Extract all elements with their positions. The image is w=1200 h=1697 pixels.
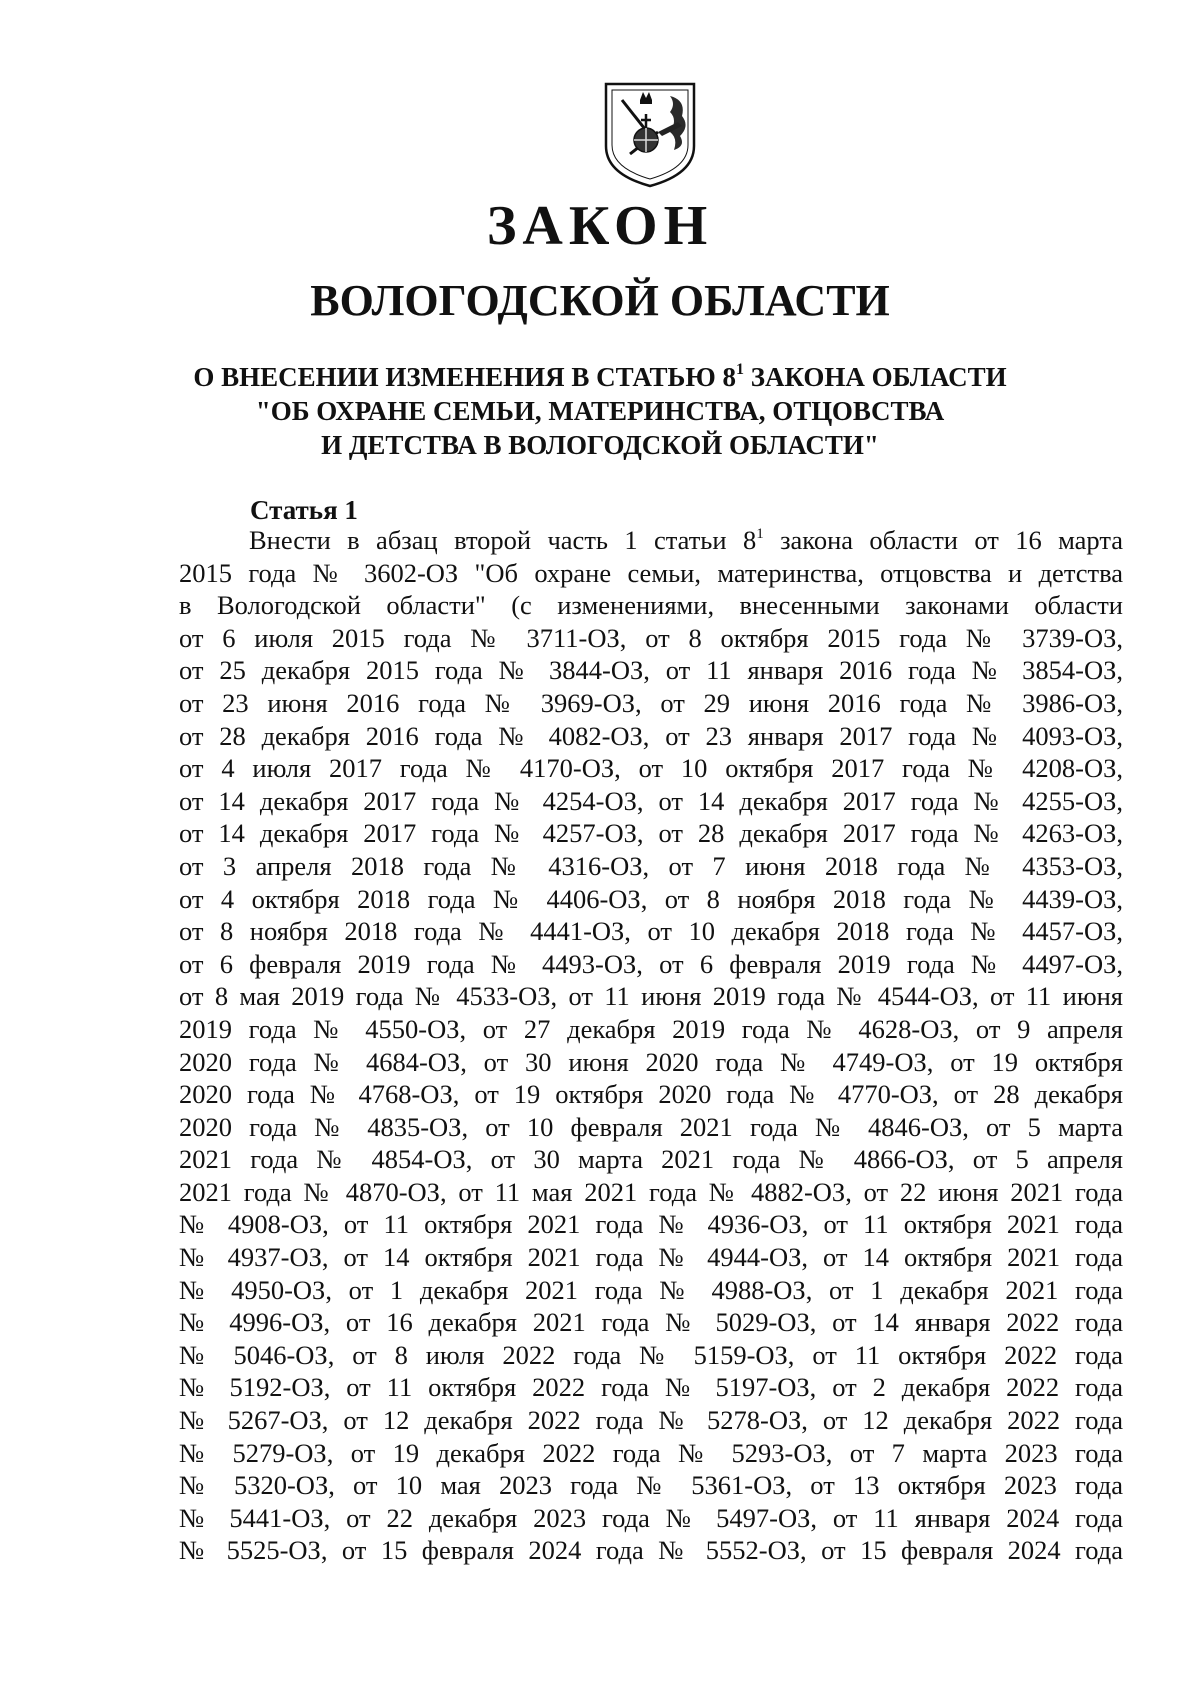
article-text-line: № 4950-ОЗ, от 1 декабря 2021 года № 4988-ОЗ, от 1 декабря 2021 года — [179, 1274, 1123, 1305]
article-text-line: 2020 года № 4768-ОЗ, от 19 октября 2020 года № 4770-ОЗ, от 28 декабря — [179, 1079, 1123, 1110]
article-text-line: 2021 года № 4870-ОЗ, от 11 мая 2021 года № 4882-ОЗ, от 22 июня 2021 года — [179, 1176, 1123, 1207]
article-text-line: от 23 июня 2016 года № 3969-ОЗ, от 29 июня 2016 года № 3986-ОЗ, — [179, 687, 1123, 718]
article-text-line: № 5525-ОЗ, от 15 февраля 2024 года № 5552-ОЗ, от 15 февраля 2024 года — [179, 1535, 1123, 1566]
law-heading-superscript: 1 — [735, 361, 744, 378]
article-first-line-superscript: 1 — [756, 526, 764, 542]
article-text-line: от 6 июля 2015 года № 3711-ОЗ, от 8 октября 2015 года № 3739-ОЗ, — [179, 622, 1123, 653]
article-text-line: от 6 февраля 2019 года № 4493-ОЗ, от 6 февраля 2019 года № 4497-ОЗ, — [179, 948, 1123, 979]
article-text-line: от 4 октября 2018 года № 4406-ОЗ, от 8 ноября 2018 года № 4439-ОЗ, — [179, 883, 1123, 914]
article-text-line: № 5192-ОЗ, от 11 октября 2022 года № 5197-ОЗ, от 2 декабря 2022 года — [179, 1372, 1123, 1403]
article-text-line: 2019 года № 4550-ОЗ, от 27 декабря 2019 года № 4628-ОЗ, от 9 апреля — [179, 1013, 1123, 1044]
article-text-line: от 3 апреля 2018 года № 4316-ОЗ, от 7 июня 2018 года № 4353-ОЗ, — [179, 850, 1123, 881]
article-text-line: в Вологодской области" (с изменениями, внесенными законами области — [179, 590, 1123, 621]
article-text-line: № 4996-ОЗ, от 16 декабря 2021 года № 5029-ОЗ, от 14 января 2022 года — [179, 1307, 1123, 1338]
article-text-line: от 4 июля 2017 года № 4170-ОЗ, от 10 октября 2017 года № 4208-ОЗ, — [179, 753, 1123, 784]
article-text-line: № 4908-ОЗ, от 11 октября 2021 года № 4936-ОЗ, от 11 октября 2021 года — [179, 1209, 1123, 1240]
document-subtitle: ВОЛОГОДСКОЙ ОБЛАСТИ — [310, 276, 890, 325]
article-text-line: № 5046-ОЗ, от 8 июля 2022 года № 5159-ОЗ, от 11 октября 2022 года — [179, 1339, 1123, 1370]
article-first-line — [179, 524, 1123, 557]
article-text-line: № 4937-ОЗ, от 14 октября 2021 года № 4944-ОЗ, от 14 октября 2021 года — [179, 1242, 1123, 1273]
article-title: Статья 1 — [250, 495, 358, 525]
article-text-line: 2015 года № 3602-ОЗ "Об охране семьи, материнства, отцовства и детства — [179, 557, 1123, 588]
law-heading — [0, 360, 1200, 462]
article-text-line: от 14 декабря 2017 года № 4257-ОЗ, от 28 декабря 2017 года № 4263-ОЗ, — [179, 818, 1123, 849]
article-first-line-part-2: закона области от 16 марта — [763, 525, 1123, 555]
law-heading-line-1 — [0, 360, 1200, 394]
article-text-line: от 25 декабря 2015 года № 3844-ОЗ, от 11 января 2016 года № 3854-ОЗ, — [179, 655, 1123, 686]
article-text-line: от 28 декабря 2016 года № 4082-ОЗ, от 23 января 2017 года № 4093-ОЗ, — [179, 720, 1123, 751]
law-heading-line-3: И ДЕТСТВА В ВОЛОГОДСКОЙ ОБЛАСТИ" — [321, 430, 879, 460]
article-body — [179, 524, 1123, 1567]
article-first-line-part-1: Внести в абзац второй часть 1 статьи 8 — [249, 525, 757, 555]
article-text-line: от 8 мая 2019 года № 4533-ОЗ, от 11 июня 2019 года № 4544-ОЗ, от 11 июня — [179, 981, 1123, 1012]
law-heading-line-1-part-2: ЗАКОНА ОБЛАСТИ — [743, 362, 1007, 392]
article-text-line: № 5279-ОЗ, от 19 декабря 2022 года № 5293-ОЗ, от 7 марта 2023 года — [179, 1437, 1123, 1468]
article-text-line: от 14 декабря 2017 года № 4254-ОЗ, от 14 декабря 2017 года № 4255-ОЗ, — [179, 785, 1123, 816]
article-text-line: от 8 ноября 2018 года № 4441-ОЗ, от 10 декабря 2018 года № 4457-ОЗ, — [179, 916, 1123, 947]
article-text-line: № 5267-ОЗ, от 12 декабря 2022 года № 5278-ОЗ, от 12 декабря 2022 года — [179, 1405, 1123, 1436]
article-text-line: 2021 года № 4854-ОЗ, от 30 марта 2021 года № 4866-ОЗ, от 5 апреля — [179, 1144, 1123, 1175]
law-heading-line-2: "ОБ ОХРАНЕ СЕМЬИ, МАТЕРИНСТВА, ОТЦОВСТВА — [255, 396, 945, 426]
coat-of-arms-emblem — [600, 80, 700, 190]
article-text-line: 2020 года № 4684-ОЗ, от 30 июня 2020 года № 4749-ОЗ, от 19 октября — [179, 1046, 1123, 1077]
article-text-line: № 5441-ОЗ, от 22 декабря 2023 года № 5497-ОЗ, от 11 января 2024 года — [179, 1502, 1123, 1533]
document-title: ЗАКОН — [486, 195, 714, 257]
article-text-line: 2020 года № 4835-ОЗ, от 10 февраля 2021 года № 4846-ОЗ, от 5 марта — [179, 1111, 1123, 1142]
article-text-line: № 5320-ОЗ, от 10 мая 2023 года № 5361-ОЗ, от 13 октября 2023 года — [179, 1470, 1123, 1501]
law-heading-line-1-part-1: О ВНЕСЕНИИ ИЗМЕНЕНИЯ В СТАТЬЮ 8 — [193, 362, 736, 392]
